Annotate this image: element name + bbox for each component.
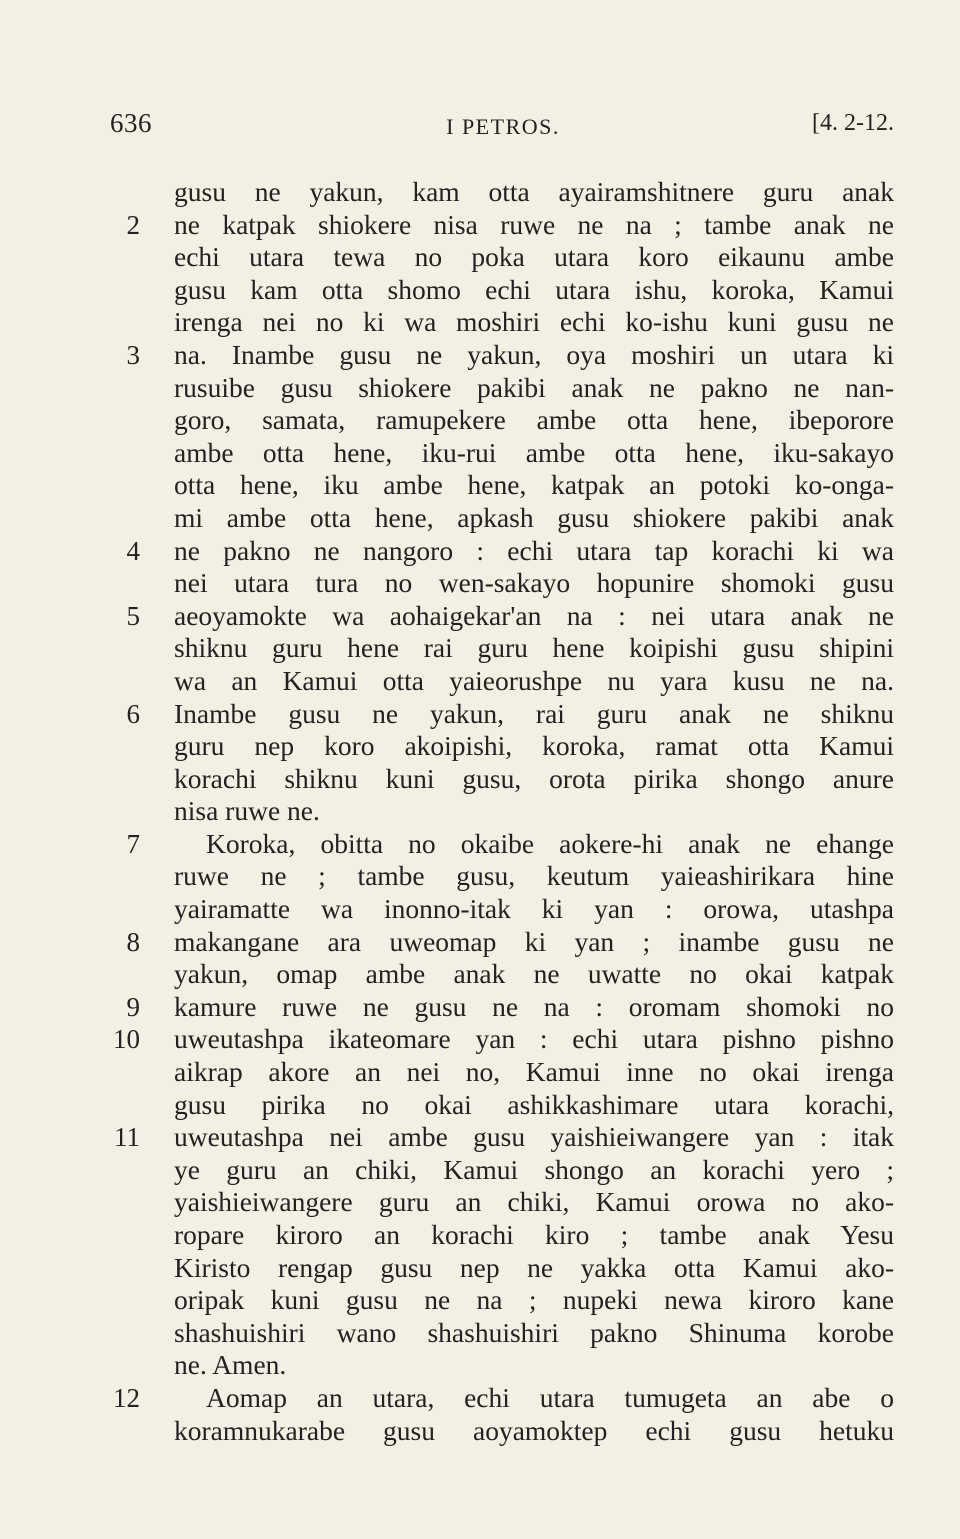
line-text: mi ambe otta hene, apkash gusu shiokere pakibi anak <box>174 501 894 533</box>
verse-number: 7 <box>126 828 140 859</box>
running-title: I PETROS. <box>446 114 560 139</box>
text-line <box>0 368 960 401</box>
line-text: echi utara tewa no poka utara koro eikaunu ambe <box>174 241 894 273</box>
text-line <box>0 1215 960 1248</box>
line-text: uweutashpa nei ambe gusu yaishieiwangere yan : itak <box>174 1121 894 1153</box>
text-line <box>0 1411 960 1444</box>
text-line <box>0 531 960 564</box>
line-text: ne pakno ne nangoro : echi utara tap korachi ki wa <box>174 534 894 566</box>
line-text: gusu pirika no okai ashikkashimare utara korachi, <box>174 1088 894 1120</box>
line-text: ye guru an chiki, Kamui shongo an korachi yero ; <box>174 1153 894 1185</box>
text-line <box>0 987 960 1020</box>
text-line <box>0 465 960 501</box>
line-text: goro, samata, ramupekere ambe otta hene, ibeporore <box>174 404 894 436</box>
text-line <box>0 1313 960 1346</box>
line-text: Kiristo rengap gusu nep ne yakka otta Kamui ako- <box>174 1251 894 1283</box>
text-line <box>0 824 960 857</box>
line-text: oripak kuni gusu ne na ; nupeki newa kiroro kane <box>174 1284 894 1316</box>
line-text: guru nep koro akoipishi, koroka, ramat otta Kamui <box>174 730 894 762</box>
line-text: otta hene, iku ambe hene, katpak an potoki ko-onga- <box>174 469 894 501</box>
line-text: ruwe ne ; tambe gusu, keutum yaieashirikara hine <box>174 860 894 892</box>
verse-number: 12 <box>113 1382 140 1413</box>
line-text: gusu kam otta shomo echi utara ishu, koroka, Kamui <box>174 273 894 305</box>
text-line <box>0 1182 960 1218</box>
body-text <box>0 172 960 1446</box>
line-text: ropare kiroro an korachi kiro ; tambe anak Yesu <box>174 1219 894 1250</box>
line-text: na. Inambe gusu ne yakun, oya moshiri un utara ki <box>174 338 894 370</box>
line-text: irenga nei no ki wa moshiri echi ko-ishu kuni gusu ne <box>174 306 894 338</box>
text-line <box>0 922 960 955</box>
verse-number: 5 <box>126 600 140 631</box>
text-line <box>0 791 960 827</box>
line-text: nei utara tura no wen-sakayo hopunire shomoki gusu <box>174 567 894 599</box>
line-text: uweutashpa ikateomare yan : echi utara pishno pishno <box>174 1023 894 1055</box>
line-text: Aomap an utara, echi utara tumugeta an abe o <box>206 1381 894 1413</box>
verse-number: 8 <box>126 926 140 957</box>
text-line <box>0 889 960 925</box>
line-text: ambe otta hene, iku-rui ambe otta hene, iku-sakayo <box>174 436 894 468</box>
line-text: aeoyamokte wa aohaigekar'an na : nei utara anak ne <box>174 599 894 631</box>
line-text: ne katpak shiokere nisa ruwe ne na ; tambe anak ne <box>174 208 894 240</box>
text-line <box>0 172 960 205</box>
verse-number: 6 <box>126 698 140 729</box>
text-line <box>0 270 960 303</box>
text-line <box>0 302 960 338</box>
text-line <box>0 856 960 892</box>
line-text: aikrap akore an nei no, Kamui inne no okai irenga <box>174 1056 894 1088</box>
text-line <box>0 759 960 792</box>
text-line <box>0 205 960 238</box>
verse-number: 10 <box>113 1024 140 1055</box>
text-line <box>0 563 960 599</box>
line-text: kamure ruwe ne gusu ne na : oromam shomoki no <box>174 990 894 1022</box>
line-text: korachi shiknu kuni gusu, orota pirika shongo anure <box>174 762 894 794</box>
text-line <box>0 498 960 531</box>
verse-number: 4 <box>126 535 140 566</box>
text-line <box>0 1280 960 1316</box>
text-line <box>0 1345 960 1381</box>
line-text: yakun, omap ambe anak ne uwatte no okai katpak <box>174 958 894 990</box>
text-line <box>0 1248 960 1281</box>
text-line <box>0 661 960 694</box>
verse-number: 11 <box>114 1122 140 1153</box>
line-text: makangane ara uweomap ki yan ; inambe gusu ne <box>174 925 894 957</box>
text-line <box>0 237 960 273</box>
text-line <box>0 1117 960 1153</box>
line-text: yairamatte wa inonno-itak ki yan : orowa, utashpa <box>174 893 894 925</box>
line-text: yaishieiwangere guru an chiki, Kamui orowa no ako- <box>174 1186 894 1218</box>
text-line <box>0 400 960 436</box>
line-text: koramnukarabe gusu aoyamoktep echi gusu hetuku <box>174 1414 894 1446</box>
line-text: rusuibe gusu shiokere pakibi anak ne pakno ne nan- <box>174 371 894 403</box>
line-text: shiknu guru hene rai guru hene koipishi gusu shipini <box>174 632 894 664</box>
text-line <box>0 1150 960 1183</box>
chapter-reference: [4. 2-12. <box>812 110 894 136</box>
text-line <box>0 628 960 664</box>
verse-number: 2 <box>126 209 140 240</box>
text-line <box>0 694 960 727</box>
page-number: 636 <box>110 108 152 138</box>
line-text: Koroka, obitta no okaibe aokere-hi anak ne ehange <box>206 827 894 859</box>
text-line <box>0 726 960 762</box>
text-line <box>0 1085 960 1118</box>
line-text: gusu ne yakun, kam otta ayairamshitnere guru anak <box>174 176 894 207</box>
text-line <box>0 433 960 466</box>
line-text: Inambe gusu ne yakun, rai guru anak ne shiknu <box>174 697 894 729</box>
text-line <box>0 1052 960 1088</box>
text-line <box>0 1019 960 1055</box>
line-text: ne. Amen. <box>174 1349 287 1381</box>
line-text: shashuishiri wano shashuishiri pakno Shinuma korobe <box>174 1316 894 1348</box>
text-line <box>0 1378 960 1411</box>
verse-number: 3 <box>126 339 140 370</box>
page-header <box>0 108 960 148</box>
line-text: wa an Kamui otta yaieorushpe nu yara kusu ne na. <box>174 664 894 696</box>
line-text: nisa ruwe ne. <box>174 795 320 827</box>
text-line <box>0 335 960 368</box>
text-line <box>0 954 960 990</box>
verse-number: 9 <box>126 991 140 1022</box>
text-line <box>0 596 960 629</box>
